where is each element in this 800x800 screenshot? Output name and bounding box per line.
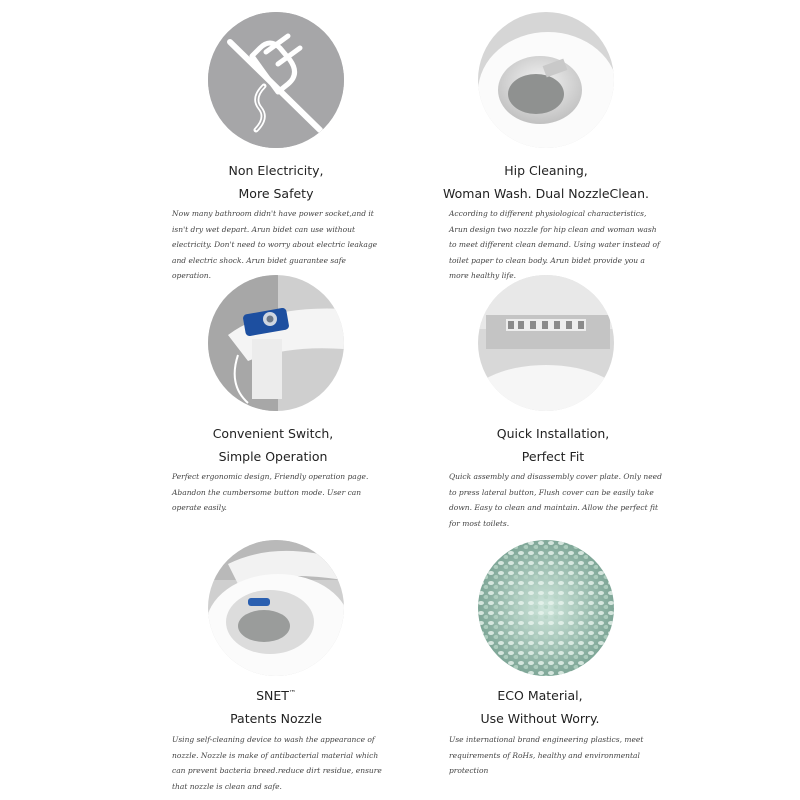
feature-title-line1: Hip Cleaning, bbox=[504, 163, 588, 178]
toilet-bowl-photo bbox=[478, 12, 614, 148]
feature-title-line2: Woman Wash. Dual NozzleClean. bbox=[443, 186, 649, 201]
feature-description: Perfect ergonomic design, Friendly operation page. Abandon the cumbersome button mode. User can operate easily. bbox=[172, 472, 369, 512]
feature-title-line1 bbox=[126, 688, 426, 703]
feature-title-line2: Perfect Fit bbox=[521, 449, 585, 464]
plastic-pellets-photo bbox=[478, 540, 614, 676]
trademark-mark: ™ bbox=[288, 688, 296, 697]
feature-description: Use international brand engineering plastics, meet requirements of RoHs, healthy and environmental protection bbox=[449, 735, 644, 775]
feature-title-line2: Use Without Worry. bbox=[480, 711, 600, 726]
feature-title-line2: Simple Operation bbox=[218, 449, 328, 464]
control-knob-photo bbox=[208, 275, 344, 411]
feature-title-line1: Quick Installation, bbox=[496, 426, 610, 441]
mounting-plate-photo bbox=[478, 275, 614, 411]
nozzle-toilet-photo bbox=[208, 540, 344, 676]
snet-brand: SNET bbox=[256, 688, 289, 703]
feature-title-line1: Non Electricity, bbox=[228, 163, 324, 178]
feature-title-line1: Convenient Switch, bbox=[212, 426, 334, 441]
feature-description: Now many bathroom didn't have power socket,and it isn't dry wet depart. Arun bidet can use without electricity. Don't need to worry about electric leakage and electric shock. Arun bidet guarantee safe operation. bbox=[172, 209, 378, 280]
feature-title-line2: More Safety bbox=[238, 186, 314, 201]
feature-description: Quick assembly and disassembly cover plate. Only need to press lateral button, Flush cover can be easily take down. Easy to clean and maintain. Allow the perfect fit for most toilets. bbox=[449, 472, 662, 528]
feature-description: According to different physiological characteristics, Arun design two nozzle for hip clean and woman wash to meet different clean demand. Using water instead of toilet paper to clean body. Arun bidet provide you a more healthy life. bbox=[449, 209, 660, 280]
feature-description: Using self-cleaning device to wash the appearance of nozzle. Nozzle is make of antibacterial material which can prevent bacteria breed.reduce dirt residue, ensure that nozzle is clean and safe. bbox=[172, 735, 382, 791]
feature-title-line2: Patents Nozzle bbox=[230, 711, 322, 726]
feature-title-line1: ECO Material, bbox=[497, 688, 583, 703]
